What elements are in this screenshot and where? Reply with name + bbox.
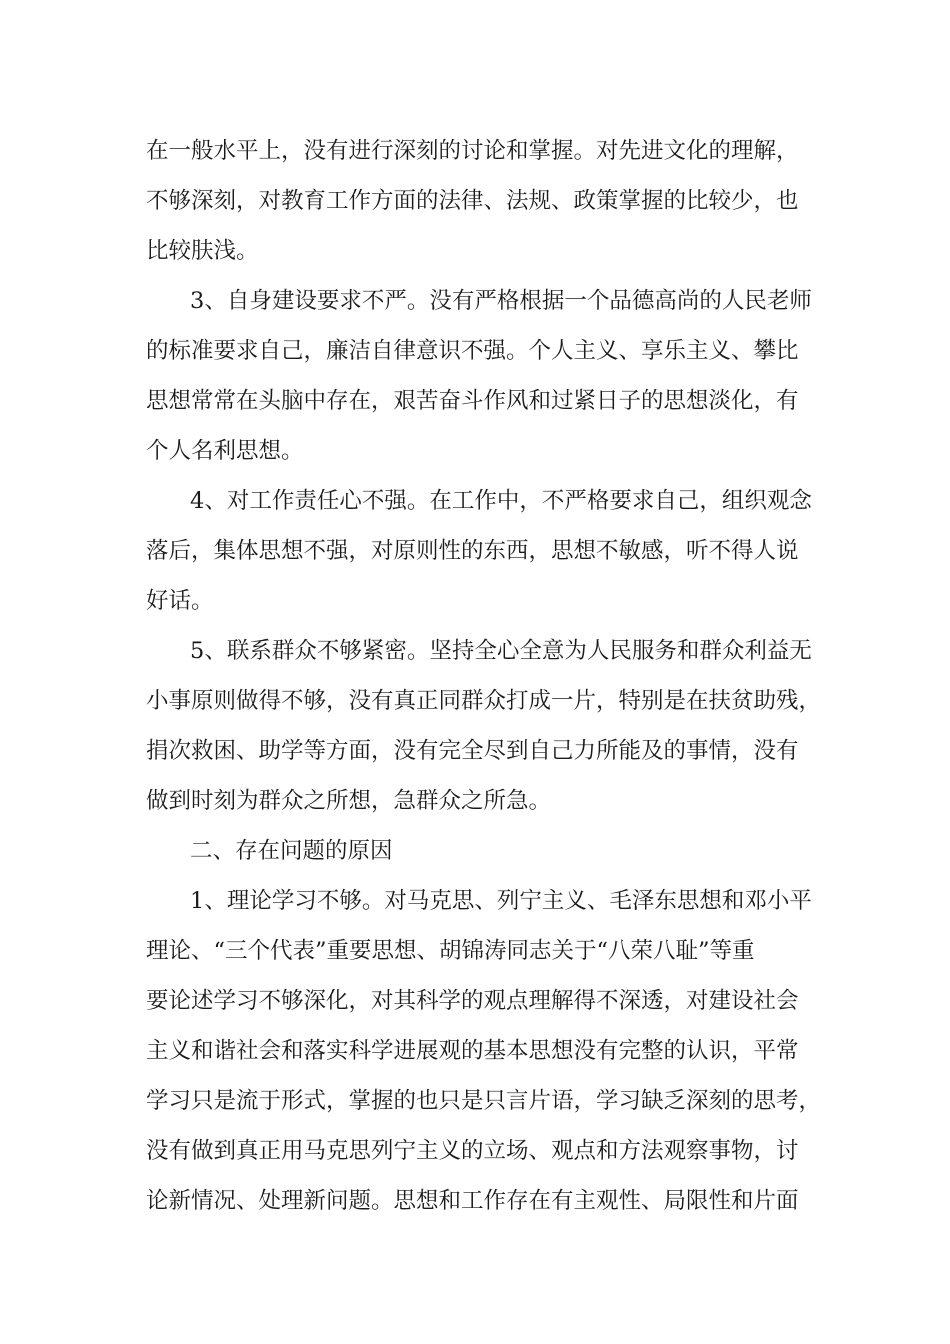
text-line-14: 做到时刻为群众之所想，急群众之所急。	[146, 788, 552, 814]
section-heading: 二、存在问题的原因	[190, 838, 393, 864]
text-line-4: 3、自身建设要求不严。没有严格根据一个品德高尚的人民老师	[190, 288, 812, 314]
text-line-20: 学习只是流于形式，掌握的也只是只言片语，学习缺乏深刻的思考，	[146, 1088, 822, 1114]
text-line-19: 主义和谐社会和落实科学进展观的基本思想没有完整的认识，平常	[146, 1038, 799, 1064]
text-line-7: 个人名利思想。	[146, 438, 304, 464]
text-line-10: 好话。	[146, 588, 214, 614]
text-line-13: 捐次救困、助学等方面，没有完全尽到自己力所能及的事情，没有	[146, 738, 799, 764]
text-line-8: 4、对工作责任心不强。在工作中，不严格要求自己，组织观念	[190, 488, 812, 514]
text-line-5: 的标准要求自己，廉洁自律意识不强。个人主义、享乐主义、攀比	[146, 338, 799, 364]
text-line-22: 论新情况、处理新问题。思想和工作存在有主观性、局限性和片面	[146, 1188, 799, 1214]
text-line-3: 比较肤浅。	[146, 238, 259, 264]
text-line-6: 思想常常在头脑中存在，艰苦奋斗作风和过紧日子的思想淡化，有	[146, 388, 799, 414]
text-line-9: 落后，集体思想不强，对原则性的东西，思想不敏感，听不得人说	[146, 538, 799, 564]
text-line-12: 小事原则做得不够，没有真正同群众打成一片，特别是在扶贫助残，	[146, 688, 822, 714]
text-line-18: 要论述学习不够深化，对其科学的观点理解得不深透，对建设社会	[146, 988, 799, 1014]
text-line-11: 5、联系群众不够紧密。坚持全心全意为人民服务和群众利益无	[190, 638, 812, 664]
text-line-16: 1、理论学习不够。对马克思、列宁主义、毛泽东思想和邓小平	[190, 888, 812, 914]
text-line-21: 没有做到真正用马克思列宁主义的立场、观点和方法观察事物，讨	[146, 1138, 799, 1164]
text-line-17: 理论、“三个代表”重要思想、胡锦涛同志关于“八荣八耻”等重	[146, 938, 755, 964]
text-line-1: 在一般水平上，没有进行深刻的讨论和掌握。对先进文化的理解，	[146, 138, 799, 164]
text-line-2: 不够深刻，对教育工作方面的法律、法规、政策掌握的比较少，也	[146, 188, 799, 214]
